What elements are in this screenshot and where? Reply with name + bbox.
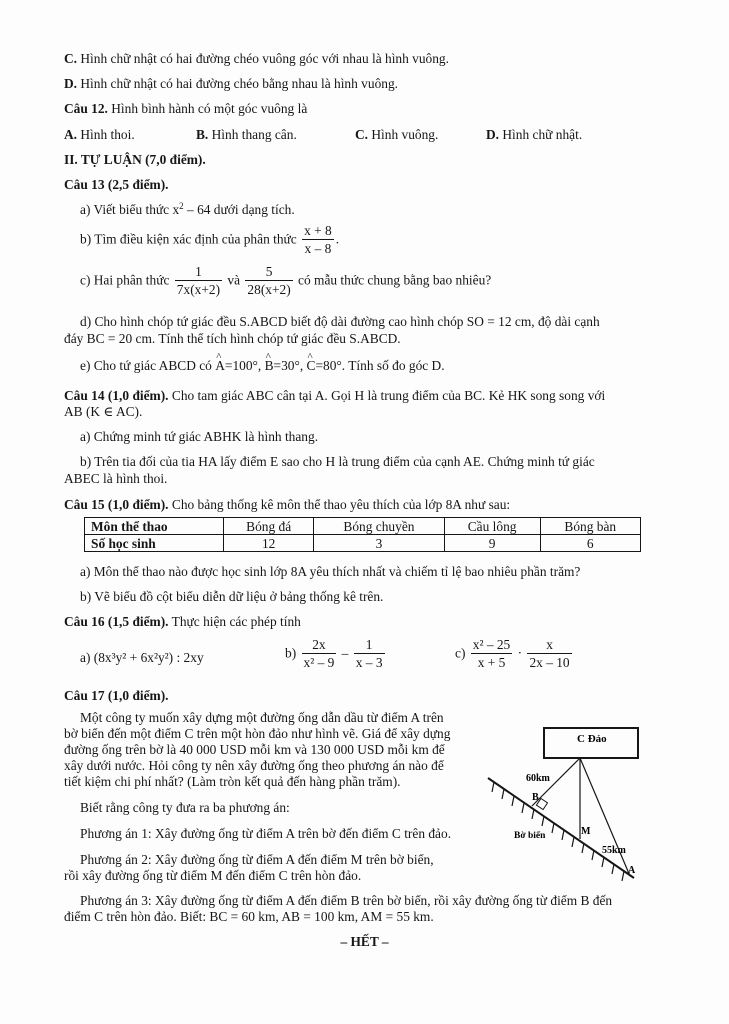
q12-option-c: C. Hình vuông. bbox=[355, 127, 439, 142]
label-60km: 60km bbox=[526, 773, 550, 784]
q15-b: b) Vẽ biểu đồ cột biểu diễn dữ liệu ở bảng thống kê trên. bbox=[80, 589, 384, 604]
q13-c-fraction-1: $\frac{1}{7x(x+2)}$ bbox=[176, 264, 221, 297]
table-row bbox=[85, 535, 641, 552]
table-cell: Bóng chuyền bbox=[314, 518, 444, 535]
island-pipeline-figure bbox=[480, 720, 660, 890]
q14-line1: Câu 14 (1,0 điểm). Cho tam giác ABC cân tại A. Gọi H là trung điểm của BC. Kẻ HK song song với bbox=[64, 388, 606, 403]
q12-stem: Câu 12. Hình bình hành có một góc vuông là bbox=[64, 101, 308, 116]
q15-stem: Câu 15 (1,0 điểm). Cho bảng thống kê môn thể thao yêu thích của lớp 8A như sau: bbox=[64, 497, 511, 512]
table-cell: Bóng bàn bbox=[540, 518, 640, 535]
q16-b-fraction-2: $\frac{1}{x - 3}$ bbox=[355, 637, 383, 670]
table-cell: 3 bbox=[314, 535, 444, 552]
label-m: M bbox=[581, 826, 591, 837]
q11-option-d: D. Hình chữ nhật có hai đường chéo bằng nhau là hình vuông. bbox=[64, 76, 398, 91]
table-cell: 9 bbox=[444, 535, 540, 552]
label-55km: 55km bbox=[602, 845, 626, 856]
q17-title: Câu 17 (1,0 điểm). bbox=[64, 688, 169, 703]
table-cell: 12 bbox=[224, 535, 314, 552]
q17-p4-line2: rồi xây đường ống từ điểm M đến điểm C trên hòn đảo. bbox=[64, 868, 362, 883]
q13-c-fraction-2: $\frac{5}{28(x+2)}$ bbox=[247, 264, 291, 297]
label-b: B bbox=[532, 792, 539, 803]
end-marker: – HẾT – bbox=[340, 934, 389, 949]
q17-p5-line1: Phương án 3: Xây đường ống từ điểm A đến điểm B trên bờ biển, rồi xây đường ống từ điểm B đến bbox=[80, 893, 613, 908]
q15-a: a) Môn thể thao nào được học sinh lớp 8A yêu thích nhất và chiếm tỉ lệ bao nhiêu phần trăm? bbox=[80, 564, 581, 579]
q11-option-c: C. Hình chữ nhật có hai đường chéo vuông góc với nhau là hình vuông. bbox=[64, 51, 449, 66]
q13-c: c) Hai phân thức $\frac{1}{7x(x+2)}$ và $\frac{5}{28(x+2)}$ có mẫu thức chung bằng bao nhiêu? bbox=[80, 264, 492, 297]
q17-p1-line4: xây dưới nước. Hỏi công ty nên xây đường ống theo phương án nào để bbox=[64, 758, 444, 773]
q14-b-line2: ABEC là hình thoi. bbox=[64, 471, 168, 486]
q17-p1-line3: đường ống trên bờ là 40 000 USD mỗi km và 130 000 USD mỗi km để bbox=[64, 742, 445, 757]
table-row bbox=[85, 518, 641, 535]
q14-line2: AB (K ∈ AC). bbox=[64, 404, 143, 419]
q17-p3: Phương án 1: Xây đường ống từ điểm A trên bờ đến điểm C trên đảo. bbox=[80, 826, 452, 841]
table-header-count: Số học sinh bbox=[85, 535, 224, 552]
q14-b-line1: b) Trên tia đối của tia HA lấy điểm E sao cho H là trung điểm của cạnh AE. Chứng minh tứ giác bbox=[80, 454, 595, 469]
label-shore: Bờ biển bbox=[514, 831, 546, 841]
q13-a: a) Viết biểu thức $x^2 - 64$ dưới dạng tích. bbox=[80, 201, 295, 217]
q13-e: e) Cho tứ giác ABCD có ^ A=100°, ^ B=30°, ^ C=80°. Tính số đo góc D. bbox=[80, 358, 445, 374]
q13-b-fraction: $\frac{x + 8}{x - 8}$ bbox=[304, 223, 332, 256]
shore-hatching bbox=[492, 782, 624, 881]
q17-p4-line1: Phương án 2: Xây đường ống từ điểm A đến điểm M trên bờ biển, bbox=[80, 852, 434, 867]
q16-b-fraction-1: $\frac{2x}{\text{x² – 9}}$ bbox=[303, 637, 335, 670]
table-cell: Cầu lông bbox=[444, 518, 540, 535]
island-label: C Đảo bbox=[577, 733, 607, 745]
q13-title: Câu 13 (2,5 điểm). bbox=[64, 177, 169, 192]
label-a: A bbox=[628, 865, 636, 876]
q12-option-b: B. Hình thang cân. bbox=[196, 127, 297, 142]
q16-c-fraction-2: $\frac{x}{2x - 10}$ bbox=[529, 637, 570, 670]
q12-option-a: A. Hình thoi. bbox=[64, 127, 135, 142]
q17-p5-line2: điểm C trên hòn đảo. Biết: BC = 60 km, AB = 100 km, AM = 55 km. bbox=[64, 909, 434, 924]
q16-c-fraction-1: $\frac{\text{x² – 25}}{x + 5}$ bbox=[472, 637, 511, 670]
q16-c: c) $\frac{\text{x² – 25}}{x + 5}$ · $\frac{x}{2x - 10}$ bbox=[455, 637, 570, 670]
q12-option-d: D. Hình chữ nhật. bbox=[486, 127, 583, 142]
q16-b: b) $\frac{2x}{\text{x² – 9}}$ – $\frac{1}{x - 3}$ bbox=[285, 637, 383, 670]
table-header-sport: Môn thể thao bbox=[85, 518, 224, 535]
shore-line bbox=[488, 778, 634, 878]
q16-a: a) (8x³y² + 6x²y²) : 2xy bbox=[80, 650, 204, 665]
q14-a: a) Chứng minh tứ giác ABHK là hình thang. bbox=[80, 429, 319, 444]
table-cell: Bóng đá bbox=[224, 518, 314, 535]
q17-p1-line1: Một công ty muốn xây dựng một đường ống dẫn dầu từ điểm A trên bbox=[80, 710, 444, 725]
q17-p2: Biết rằng công ty đưa ra ba phương án: bbox=[80, 800, 290, 815]
sports-table bbox=[84, 517, 641, 552]
q17-p1-line2: bờ biển đến một điểm C trên một hòn đảo như hình vẽ. Giá để xây dựng bbox=[64, 726, 451, 741]
q13-d-line1: d) Cho hình chóp tứ giác đều S.ABCD biết độ dài đường cao hình chóp SO = 12 cm, độ dài cạnh bbox=[80, 314, 600, 329]
q17-p1-line5: tiết kiệm chi phí nhất? (Làm tròn kết quả đến hàng phần trăm). bbox=[64, 774, 401, 789]
q16-stem: Câu 16 (1,5 điểm). Thực hiện các phép tính bbox=[64, 614, 301, 629]
section-heading: II. TỰ LUẬN (7,0 điểm). bbox=[64, 152, 206, 167]
q13-d-line2: đáy BC = 20 cm. Tính thể tích hình chóp tứ giác đều S.ABCD. bbox=[64, 331, 401, 346]
q13-b: b) Tìm điều kiện xác định của phân thức $\frac{x + 8}{x - 8}$ . bbox=[80, 223, 340, 256]
table-cell: 6 bbox=[540, 535, 640, 552]
